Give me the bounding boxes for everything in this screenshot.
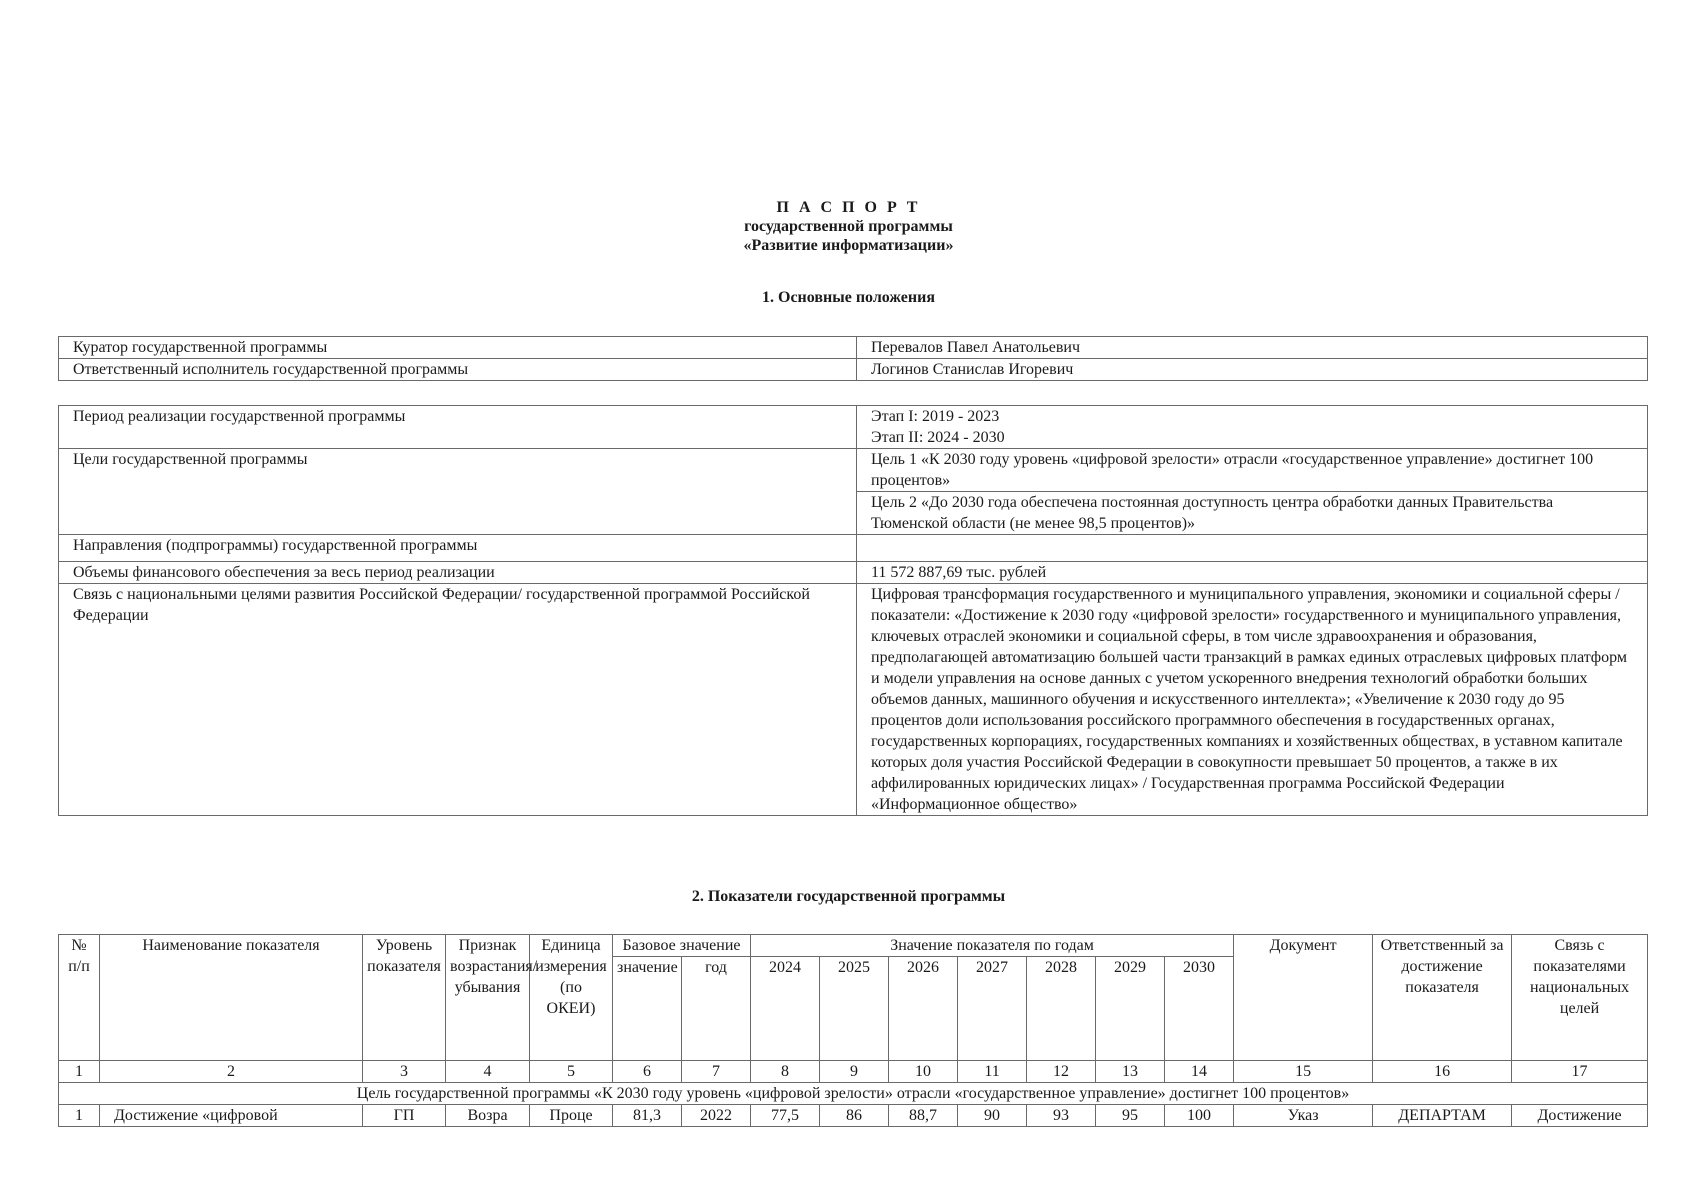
table-cell: Перевалов Павел Анатольевич — [857, 337, 1648, 359]
link-label: Связь с национальными целями развития Российской Федерации/ государственной программой Российской Федерации — [59, 584, 857, 816]
header-base: Базовое значение — [613, 935, 751, 957]
table-row — [59, 584, 1648, 816]
period-values — [857, 406, 1648, 449]
col-number: 4 — [446, 1061, 530, 1083]
table-row — [59, 1105, 1648, 1127]
goals-label: Цели государственной программы — [59, 449, 857, 535]
stage-2: Этап II: 2024 - 2030 — [871, 429, 1005, 446]
finance-label: Объемы финансового обеспечения за весь период реализации — [59, 562, 857, 584]
table-cell: 93 — [1027, 1105, 1096, 1127]
col-number: 3 — [363, 1061, 446, 1083]
stage-1: Этап I: 2019 - 2023 — [871, 408, 1000, 425]
col-number: 16 — [1373, 1061, 1512, 1083]
section-1-title: 1. Основные положения — [762, 289, 935, 306]
link-value: Цифровая трансформация государственного и муниципального управления, экономики и социальной сферы / показатели: «Достижение к 2030 году «цифровой зрелости» государственного и муниципального управления, ключевых отраслей экономики и социальной сферы, в том числе здравоохранения и образования, предполагающей автоматизацию большей части транзакций в рамках единых отраслевых цифровых платформ и модели управления на основе данных с учетом ускоренного внедрения технологий обработки больших объемов данных, машинного обучения и искусственного интеллекта»; «Увеличение к 2030 году до 95 процентов доли использования российского программного обеспечения в государственных органах, государственных корпорациях, государственных компаниях и хозяйственных обществах, в уставном капитале которых доля участия Российской Федерации в совокупности превышает 50 процентов, а также в их аффилированных юридических лицах» / Государственная программа Российской Федерации «Информационное общество» — [857, 584, 1648, 816]
goal-title: Цель государственной программы «К 2030 году уровень «цифровой зрелости» отрасли «государственное управление» достигнет 100 процентов» — [59, 1083, 1648, 1105]
table-cell: Куратор государственной программы — [59, 337, 857, 359]
column-numbers-row — [59, 1061, 1648, 1083]
header-years: Значение показателя по годам — [751, 935, 1234, 957]
table-cell: 100 — [1165, 1105, 1234, 1127]
header-trend: Признак возрастания/ убывания — [446, 935, 530, 1061]
table-cell: 88,7 — [889, 1105, 958, 1127]
header-link: Связь с показателями национальных целей — [1512, 935, 1648, 1061]
col-number: 5 — [530, 1061, 613, 1083]
table-cell: 90 — [958, 1105, 1027, 1127]
table-cell: ДЕПАРТАМ — [1373, 1105, 1512, 1127]
table-row — [59, 359, 1648, 381]
col-number: 12 — [1027, 1061, 1096, 1083]
table-header-row — [59, 935, 1648, 957]
table-row — [59, 337, 1648, 359]
goal-row — [59, 1083, 1648, 1105]
program-info-table — [58, 405, 1648, 816]
section-2-title: 2. Показатели государственной программы — [691, 888, 1006, 905]
table-row — [59, 535, 1648, 562]
period-label: Период реализации государственной программы — [59, 406, 857, 449]
program-name: «Развитие информатизации» — [743, 237, 954, 254]
col-number: 15 — [1234, 1061, 1373, 1083]
col-number: 2 — [100, 1061, 363, 1083]
table-cell: 95 — [1096, 1105, 1165, 1127]
header-name: Наименование показателя — [100, 935, 363, 1061]
finance-value: 11 572 887,69 тыс. рублей — [857, 562, 1648, 584]
table-cell: 81,3 — [613, 1105, 682, 1127]
header-year: 2028 — [1027, 957, 1096, 1061]
table-cell: 86 — [820, 1105, 889, 1127]
document-header — [0, 198, 1697, 255]
header-year: 2025 — [820, 957, 889, 1061]
table-cell: Возра — [446, 1105, 530, 1127]
header-unit: Единица измерения (по ОКЕИ) — [530, 935, 613, 1061]
table-cell: 1 — [59, 1105, 100, 1127]
table-cell: Достижение — [1512, 1105, 1648, 1127]
col-number: 6 — [613, 1061, 682, 1083]
col-number: 1 — [59, 1061, 100, 1083]
header-level: Уровень показателя — [363, 935, 446, 1061]
col-number: 9 — [820, 1061, 889, 1083]
table-row — [59, 449, 1648, 492]
col-number: 13 — [1096, 1061, 1165, 1083]
program-subtitle: государственной программы — [744, 218, 953, 235]
header-base-year: год — [682, 957, 751, 1061]
header-year: 2024 — [751, 957, 820, 1061]
table-row — [59, 406, 1648, 449]
header-year: 2026 — [889, 957, 958, 1061]
col-number: 14 — [1165, 1061, 1234, 1083]
col-number: 10 — [889, 1061, 958, 1083]
header-resp: Ответственный за достижение показателя — [1373, 935, 1512, 1061]
table-cell: Проце — [530, 1105, 613, 1127]
goal-2: Цель 2 «До 2030 года обеспечена постоянная доступность центра обработки данных Правительства Тюменской области (не менее 98,5 процентов)» — [857, 492, 1648, 535]
col-number: 17 — [1512, 1061, 1648, 1083]
header-year: 2030 — [1165, 957, 1234, 1061]
col-number: 11 — [958, 1061, 1027, 1083]
table-cell: ГП — [363, 1105, 446, 1127]
table-row — [59, 562, 1648, 584]
directions-label: Направления (подпрограммы) государственной программы — [59, 535, 857, 562]
table-cell: 77,5 — [751, 1105, 820, 1127]
header-year: 2027 — [958, 957, 1027, 1061]
col-number: 7 — [682, 1061, 751, 1083]
indicator-name: Достижение «цифровой — [100, 1105, 363, 1127]
header-year: 2029 — [1096, 957, 1165, 1061]
table-cell: Логинов Станислав Игоревич — [857, 359, 1648, 381]
header-base-value: значение — [613, 957, 682, 1061]
goal-1: Цель 1 «К 2030 году уровень «цифровой зрелости» отрасли «государственное управление» достигнет 100 процентов» — [857, 449, 1648, 492]
table-cell: Указ — [1234, 1105, 1373, 1127]
directions-value — [857, 535, 1648, 562]
table-cell: Ответственный исполнитель государственной программы — [59, 359, 857, 381]
indicators-table — [58, 934, 1648, 1127]
header-doc: Документ — [1234, 935, 1373, 1061]
header-num: № п/п — [59, 935, 100, 1061]
responsible-table — [58, 336, 1648, 381]
col-number: 8 — [751, 1061, 820, 1083]
table-cell: 2022 — [682, 1105, 751, 1127]
passport-title: П А С П О Р Т — [776, 199, 921, 216]
